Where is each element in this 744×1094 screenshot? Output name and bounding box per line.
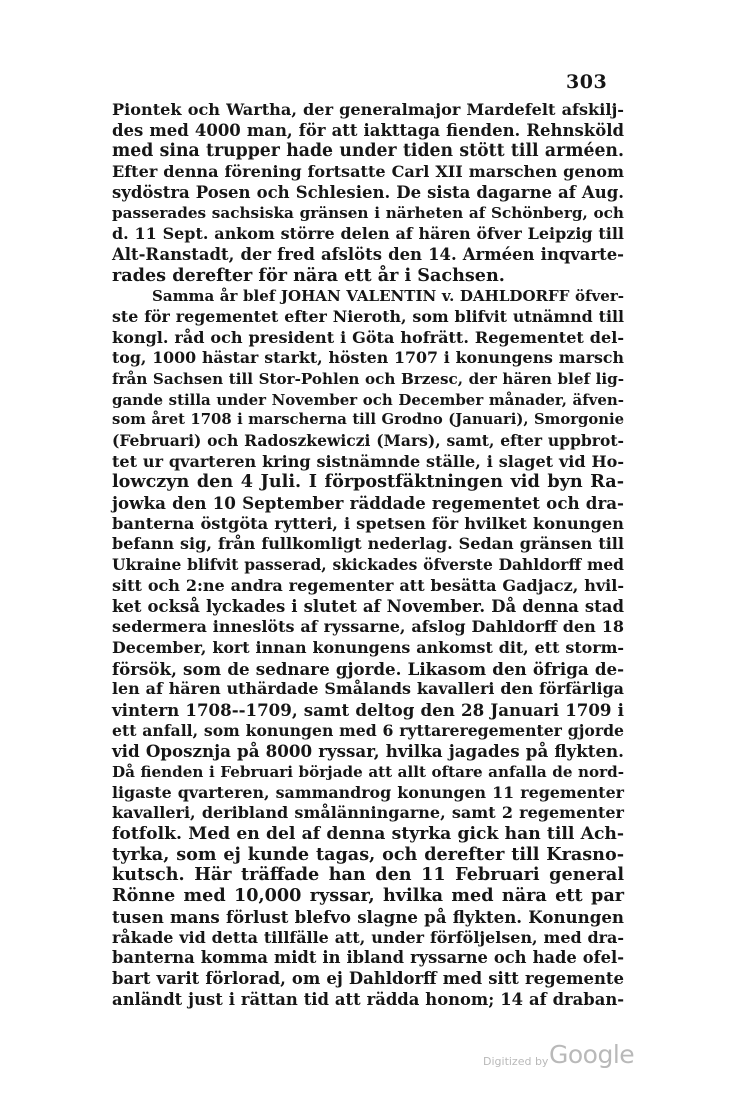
text-line: December, kort innan konungens ankomst dit, ett storm- [112, 637, 624, 657]
text-line: råkade vid detta tillfälle att, under förföljelsen, med dra- [112, 927, 624, 947]
google-logo: Google [549, 1040, 635, 1069]
text-line: banterna östgöta rytteri, i spetsen för hvilket konungen [112, 513, 624, 533]
text-line: gande stilla under November och December månader, äfven- [112, 390, 624, 409]
text-line: från Sachsen till Stor-Pohlen och Brzesc, der hären blef lig- [112, 369, 624, 388]
text-line: des med 4000 man, för att iakttaga fienden. Rehnsköld [112, 120, 624, 140]
watermark-prefix: Digitized by [483, 1055, 549, 1068]
text-line: bart varit förlorad, om ej Dahldorff med sitt regemente [112, 968, 624, 988]
text-line: befann sig, från fullkomligt nederlag. Sedan gränsen till [112, 534, 624, 554]
text-line: Alt-Ranstadt, der fred afslöts den 14. Arméen inqvarte- [112, 244, 624, 264]
text-line: (Februari) och Radoszkewiczi (Mars), samt, efter uppbrot- [112, 431, 624, 450]
text-line: vid Oposznja på 8000 ryssar, hvilka jagades på flykten. [112, 741, 624, 762]
text-line: ste för regementet efter Nieroth, som blifvit utnämnd till [112, 306, 624, 326]
text-line: sitt och 2:ne andra regementer att besätta Gadjacz, hvil- [112, 575, 624, 595]
text-line: rades derefter för nära ett år i Sachsen. [112, 264, 505, 286]
page-number: 303 [566, 71, 608, 93]
text-line: Samma år blef JOHAN VALENTIN v. DAHLDORFF öfver- [152, 287, 624, 306]
text-line: kongl. råd och president i Göta hofrätt. Regementet del- [112, 327, 624, 347]
text-line: passerades sachsiska gränsen i närheten af Schönberg, och [112, 204, 624, 223]
text-line: kavalleri, deribland smålänningarne, samt 2 regementer [112, 803, 624, 823]
text-line: Rönne med 10,000 ryssar, hvilka med nära ett par [112, 885, 624, 907]
text-line: Efter denna förening fortsatte Carl XII marschen genom [112, 162, 624, 182]
digitized-by-google-watermark [483, 1040, 643, 1076]
text-line: ett anfall, som konungen med 6 ryttareregementer gjorde [112, 720, 624, 740]
text-line: som året 1708 i marscherna till Grodno (Januari), Smorgonie [112, 411, 624, 429]
text-line: ket också lyckades i slutet af November. Då denna stad [112, 596, 624, 616]
text-line: Då fienden i Februari började att allt oftare anfalla de nord- [112, 763, 624, 781]
text-line: lowczyn den 4 Juli. I förpostfäktningen vid byn Ra- [112, 471, 624, 493]
text-line: banterna komma midt in ibland ryssarne och hade ofel- [112, 948, 624, 968]
text-line: anländt just i rättan tid att rädda honom; 14 af draban- [112, 989, 624, 1009]
text-line: tyrka, som ej kunde tagas, och derefter till Krasno- [112, 843, 624, 865]
text-line: med sina trupper hade under tiden stött till arméen. [112, 141, 624, 162]
body-text [112, 100, 624, 1010]
text-line: fotfolk. Med en del af denna styrka gick han till Ach- [112, 824, 624, 845]
text-line: len af hären uthärdade Smålands kavalleri den förfärliga [112, 679, 624, 699]
text-line: sedermera inneslöts af ryssarne, afslog Dahldorff den 18 [112, 617, 624, 637]
text-line: tet ur qvarteren kring sistnämnde ställe, i slaget vid Ho- [112, 451, 624, 471]
text-line: ligaste qvarteren, sammandrog konungen 11 regementer [112, 782, 624, 802]
text-line: vintern 1708--1709, samt deltog den 28 Januari 1709 i [112, 699, 624, 720]
text-line: tusen mans förlust blefvo slagne på flykten. Konungen [112, 906, 624, 927]
text-line: d. 11 Sept. ankom större delen af hären öfver Leipzig till [112, 224, 624, 244]
text-line: tog, 1000 hästar starkt, hösten 1707 i konungens marsch [112, 348, 624, 368]
text-line: Ukraine blifvit passerad, skickades öfverste Dahldorff med [112, 555, 624, 575]
text-line: kutsch. Här träffade han den 11 Februari general [112, 864, 624, 886]
text-line: försök, som de sednare gjorde. Likasom den öfriga de- [112, 658, 624, 679]
text-line: sydöstra Posen och Schlesien. De sista dagarne af Aug. [112, 182, 624, 202]
text-line: jowka den 10 September räddade regementet och dra- [112, 493, 624, 514]
text-line: Piontek och Wartha, der generalmajor Mardefelt afskilj- [112, 100, 624, 119]
